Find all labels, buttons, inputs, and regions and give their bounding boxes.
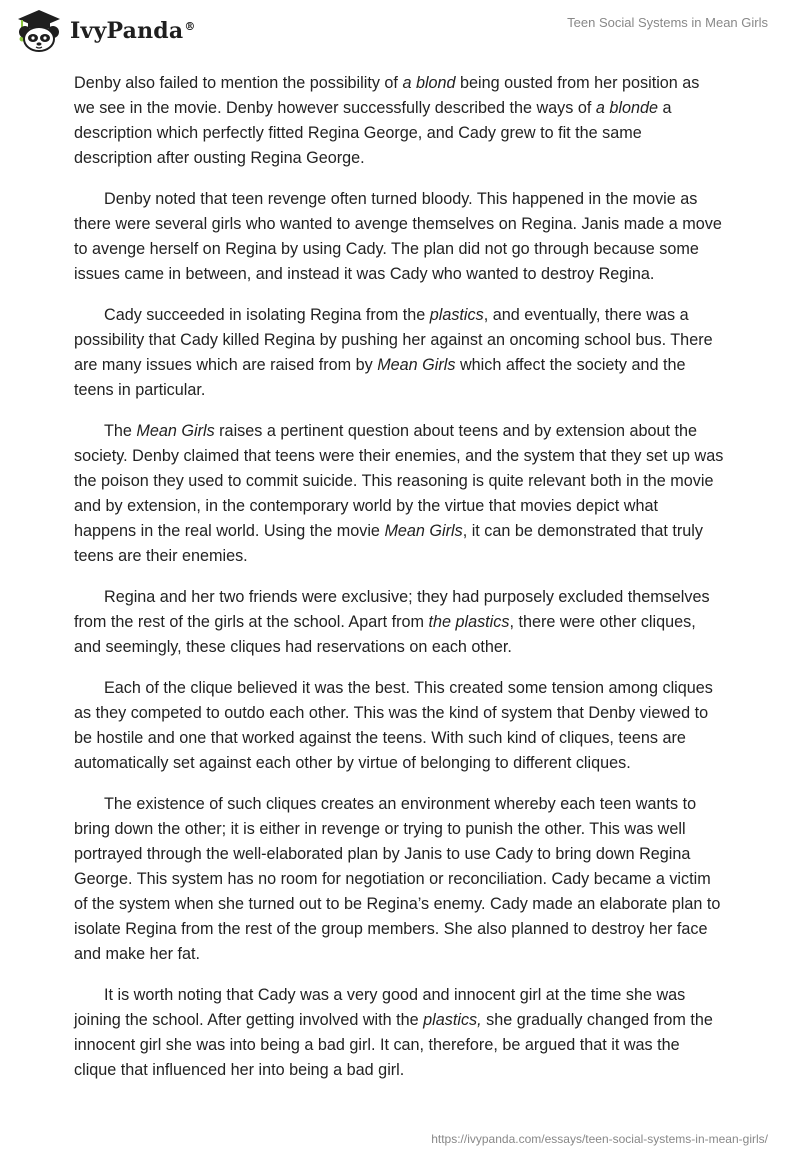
text-run: The <box>104 422 137 440</box>
text-run: It is worth noting that Cady was a very good and innocent girl at the time she was joining the school. After getting involved with the <box>74 986 686 1029</box>
text-run: which affect the society and the teens in particular. <box>74 356 686 399</box>
text-run: , and eventually, there was a possibility that Cady killed Regina by pushing her against an oncoming school bus. There are many issues which are raised from by <box>74 306 713 374</box>
italic-text: Mean Girls <box>377 356 456 374</box>
text-run: , there were other cliques, and seemingly, these cliques had reservations on each other. <box>74 613 696 656</box>
text-run: a description which perfectly fitted Regina George, and Cady grew to fit the same description after ousting Regina George. <box>74 99 672 167</box>
text-run: being ousted from her position as we see in the movie. Denby however successfully described the ways of <box>74 74 700 117</box>
paragraph <box>74 419 724 569</box>
italic-text: plastics <box>429 306 484 324</box>
paragraph <box>74 676 724 776</box>
panda-graduate-icon <box>14 8 64 54</box>
ivypanda-logo[interactable] <box>14 8 196 54</box>
italic-text: a blonde <box>595 99 658 117</box>
italic-text: plastics, <box>423 1011 482 1029</box>
text-run: Denby noted that teen revenge often turned bloody. This happened in the movie as there were several girls who wanted to avenge themselves on Regina. Janis made a move to avenge herself on Regina by using Cady. The plan did not go through because some issues came in between, and instead it was Cady who wanted to destroy Regina. <box>74 190 722 283</box>
paragraph <box>74 187 724 287</box>
italic-text: Mean Girls <box>136 422 215 440</box>
text-run: she gradually changed from the innocent girl she was into being a bad girl. It can, therefore, be argued that it was the clique that influenced her into being a bad girl. <box>74 1011 713 1079</box>
paragraph <box>74 585 724 660</box>
text-run: Regina and her two friends were exclusive; they had purposely excluded themselves from the rest of the girls at the school. Apart from <box>74 588 710 631</box>
paragraph <box>74 71 724 171</box>
italic-text: a blond <box>402 74 456 92</box>
italic-text: Mean Girls <box>384 522 463 540</box>
paragraph <box>74 792 724 967</box>
document-title: Teen Social Systems in Mean Girls <box>567 15 768 30</box>
text-run: The existence of such cliques creates an environment whereby each teen wants to bring down the other; it is either in revenge or trying to punish the other. This was well portrayed through the well-elaborated plan by Janis to use Cady to bring down Regina George. This system has no room for negotiation or reconciliation. Cady became a victim of the system when she turned out to be Regina’s enemy. Cady made an elaborate plan to isolate Regina from the rest of the group members. She also planned to destroy her face and make her fat. <box>74 795 721 963</box>
text-run: Denby also failed to mention the possibility of <box>74 74 403 92</box>
paragraph <box>74 303 724 403</box>
text-run: Cady succeeded in isolating Regina from the <box>104 306 430 324</box>
italic-text: the plastics <box>428 613 510 631</box>
paragraph <box>74 983 724 1083</box>
text-run: Each of the clique believed it was the best. This created some tension among cliques as they competed to outdo each other. This was the kind of system that Denby viewed to be hostile and one that worked against the teens. With such kind of cliques, teens are automatically set against each other by virtue of belonging to different cliques. <box>74 679 713 772</box>
text-run: , it can be demonstrated that truly teens are their enemies. <box>74 522 703 565</box>
brand-name: IvyPanda® <box>70 18 196 44</box>
essay-body <box>74 71 724 1099</box>
trademark-symbol: ® <box>184 19 196 33</box>
page-header <box>0 0 800 60</box>
source-url[interactable]: https://ivypanda.com/essays/teen-social-systems-in-mean-girls/ <box>431 1132 768 1146</box>
text-run: raises a pertinent question about teens and by extension about the society. Denby claimed that teens were their enemies, and the system that they set up was the poison they used to commit suicide. This reasoning is quite relevant both in the movie and by extension, in the contemporary world by the virtue that movies depict what happens in the real world. Using the movie <box>74 422 724 540</box>
